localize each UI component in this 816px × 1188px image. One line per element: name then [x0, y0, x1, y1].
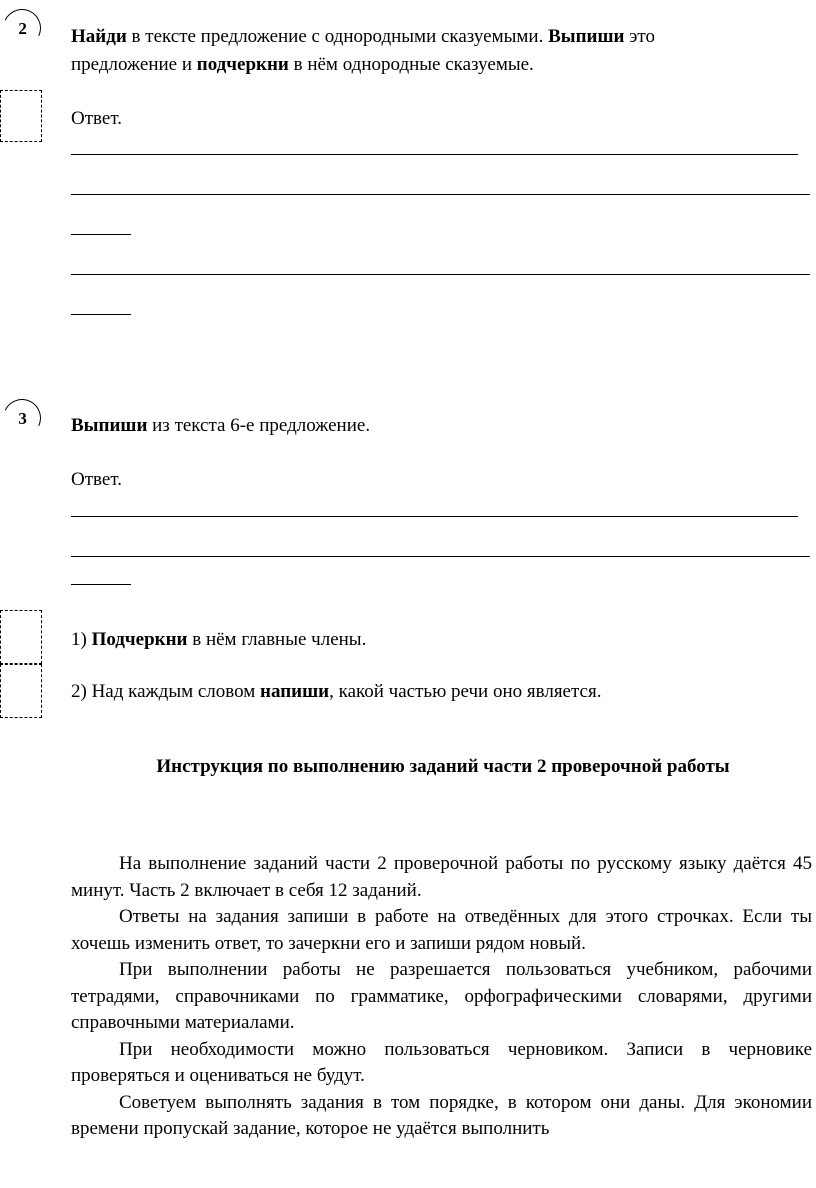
- instructions-paragraph: При выполнении работы не разрешается пользоваться учебником, рабочими тетрадями, справочниками по грамматике, орфографическими словарями, другими справочными материалами.: [71, 959, 812, 1033]
- instructions-paragraph: На выполнение заданий части 2 проверочной работы по русскому языку даётся 45 минут. Часть 2 включает в себя 12 заданий.: [71, 853, 812, 901]
- task-3-subtask-2-score-box[interactable]: [0, 664, 42, 718]
- task-3-answer-label: Ответ.: [71, 469, 122, 490]
- instructions-body: [71, 851, 812, 1143]
- task-2-answer-line[interactable]: [71, 154, 798, 155]
- task-2-number-badge: [0, 4, 46, 53]
- task-2-text: в нём однородные сказуемые.: [288, 54, 534, 75]
- task-2-instruction-line-1: [71, 23, 655, 51]
- task-2-score-box[interactable]: [0, 90, 42, 142]
- task-3-text: из текста 6-е предложение.: [147, 415, 371, 436]
- instructions-paragraph: Ответы на задания запиши в работе на отведённых для этого строчках. Если ты хочешь изменить ответ, то зачеркни его и запиши рядом новый.: [71, 906, 812, 954]
- task-2-answer-line[interactable]: [71, 314, 131, 315]
- task-3-answer-line[interactable]: [71, 556, 810, 557]
- task-3-subtask-text: , какой частью речи оно является.: [329, 681, 602, 702]
- task-3-verb-write: напиши: [260, 681, 330, 702]
- task-2-verb-find: Найди: [71, 26, 127, 47]
- task-3-answer-line[interactable]: [71, 516, 798, 517]
- task-3-number: 3: [18, 408, 27, 428]
- task-2-number: 2: [18, 18, 27, 38]
- task-3-instruction: [71, 412, 370, 440]
- instructions-paragraph: При необходимости можно пользоваться черновиком. Записи в черновике проверяться и оцениваться не будут.: [71, 1038, 812, 1086]
- task-2-answer-line[interactable]: [71, 194, 810, 195]
- task-3-subtask-2: [71, 678, 601, 706]
- task-3-subtask-1-score-box[interactable]: [0, 610, 42, 664]
- task-3-verb-write: Выпиши: [71, 415, 148, 436]
- task-3-subtask-text: 1): [71, 629, 92, 650]
- instructions-paragraph: Советуем выполнять задания в том порядке, в котором они даны. Для экономии времени пропускай задание, которое не удаётся выполнить: [71, 1091, 812, 1139]
- task-2-text: в тексте предложение с однородными сказуемыми.: [126, 26, 549, 47]
- task-2-answer-line[interactable]: [71, 234, 131, 235]
- task-2-verb-write: Выпиши: [548, 26, 625, 47]
- task-2-text: предложение и: [71, 54, 197, 75]
- task-3-subtask-1: [71, 626, 366, 654]
- task-3-subtask-text: в нём главные члены.: [187, 629, 367, 650]
- task-3-answer-line[interactable]: [71, 584, 131, 585]
- task-2-verb-underline: подчеркни: [196, 54, 289, 75]
- instructions-heading: Инструкция по выполнению заданий части 2 проверочной работы: [156, 756, 730, 777]
- task-3-verb-underline: Подчеркни: [91, 629, 188, 650]
- task-3-subtask-text: 2) Над каждым словом: [71, 681, 261, 702]
- task-3-number-badge: [0, 394, 46, 443]
- task-2-instruction-line-2: [71, 51, 534, 79]
- task-2-answer-line[interactable]: [71, 274, 810, 275]
- task-2-answer-label: Ответ.: [71, 108, 122, 129]
- task-2-text: это: [624, 26, 655, 47]
